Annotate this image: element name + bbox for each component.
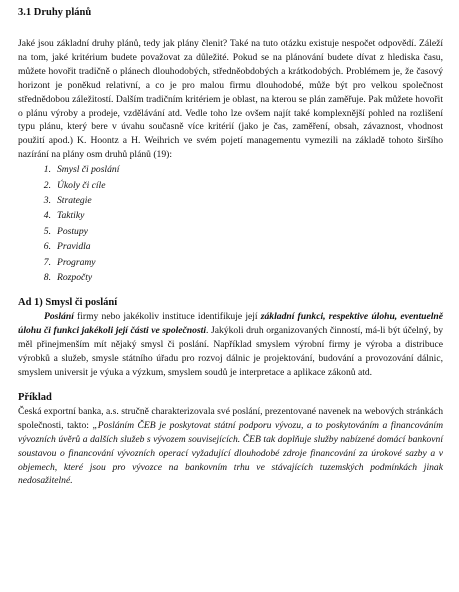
intro-paragraph: Jaké jsou základní druhy plánů, tedy jak plány členit? Také na tuto otázku existuje nespočet odpovědí. Záleží na tom, jaké kritérium budete považovat za důležité. Pokud se na plánování budete dívat z hlediska času, můžete hovořit tradičně o plánech dlouhodobých, středněobdobých a krátkodobých. Problémem je, že časový horizont je poněkud relativní, a co je pro malou firmu dlouhodobé, může být pro velkou společnost střednědobou záležitostí. Dalším tradičním kritériem je oblast, na kterou se plán zaměřuje. Pak můžete hovořit o plánu výroby a prodeje, vzdělávání atd. Vedle toho lze ovšem najít také komplexnější pohled na rozlišení typu plánu, který bere v úvahu současně více kritérií (jako je čas, zaměření, obsah, závaznost, vhodnost použití apod.) K. Hoontz a H. Weihrich ve svém pojetí managementu vymezili na základě tohoto širšího nazírání na plány osm druhů plánů (19):: [18, 38, 443, 161]
list-item-label: Strategie: [57, 194, 92, 206]
spacer: [18, 20, 443, 37]
list-item-number: 2.: [43, 179, 51, 191]
list-item: [18, 239, 443, 254]
mission-text-1: firmy nebo jakékoliv instituce identifikuje její: [73, 311, 261, 323]
list-item-label: Pravidla: [57, 241, 91, 253]
list-item-label: Postupy: [57, 225, 88, 237]
list-item: [18, 162, 443, 177]
term-mission: Poslání: [44, 311, 74, 323]
list-item-label: Taktiky: [57, 210, 85, 222]
subsection-heading: Ad 1) Smysl či poslání: [18, 297, 118, 309]
mission-text-2: . Jakýkoli druh organizovaných činností, má-li být účelný, by měl přinejmenším mít nějaký smysl či poslání. Například smyslem výrobní firmy je výroba a distribuce výrobků a služeb, smysle státního úřadu pro rozvoj dálnic je projektování, budování a provozování dálnic, smyslem universit je výuka a výzkum, smyslem soudů je interpretace a aplikace zákonů atd.: [18, 325, 444, 379]
spacer: [18, 285, 443, 296]
list-item-number: 3.: [43, 194, 51, 206]
list-item-number: 4.: [43, 210, 51, 222]
list-item-number: 1.: [43, 164, 51, 176]
example-heading: Příklad: [18, 391, 52, 403]
list-item: [18, 224, 443, 239]
mission-emphasis: základní funkci, respektive úlohu, eventuelně úlohu či funkci jakékoli její části ve společnosti: [18, 311, 443, 337]
list-item-label: Smysl či poslání: [57, 164, 120, 176]
list-item-label: Úkoly či cíle: [57, 179, 106, 191]
example-quote: „Posláním ČEB je poskytovat státní podporu vývozu, a to poskytováním a financováním vývozních úvěrů a dalších služeb s vývozem souvisejících. ČEB tak doplňuje služby nabízené domácí bankovní soustavou o financování vývozních operací vyžadující dlouhodobé zdroje financování za úrokové sazby a v objemech, které jsou pro vývozce na bankovním trhu ve stávajících tuzemských podmínkách jinak nedosažitelné.: [18, 419, 444, 487]
list-item: [18, 255, 443, 270]
example-paragraph: [18, 405, 443, 488]
list-item: [18, 193, 443, 208]
plan-types-list: [18, 162, 443, 285]
section-title: 3.1 Druhy plánů: [18, 7, 92, 18]
list-item-number: 7.: [43, 256, 51, 268]
list-item: [18, 178, 443, 193]
list-item-label: Programy: [57, 256, 96, 268]
mission-paragraph: [18, 310, 443, 380]
example-text: Česká exportní banka, a.s. stručně charakterizovala své poslání, prezentované navenek na webových stránkách společnosti, takto:: [18, 405, 443, 431]
list-item-number: 6.: [43, 241, 51, 253]
list-item-number: 5.: [43, 225, 51, 237]
list-item-label: Rozpočty: [57, 272, 93, 283]
list-item: [18, 208, 443, 223]
list-item-number: 8.: [43, 272, 51, 283]
paragraph-indent: [18, 311, 44, 322]
spacer: [18, 380, 443, 391]
list-item: [18, 270, 443, 285]
